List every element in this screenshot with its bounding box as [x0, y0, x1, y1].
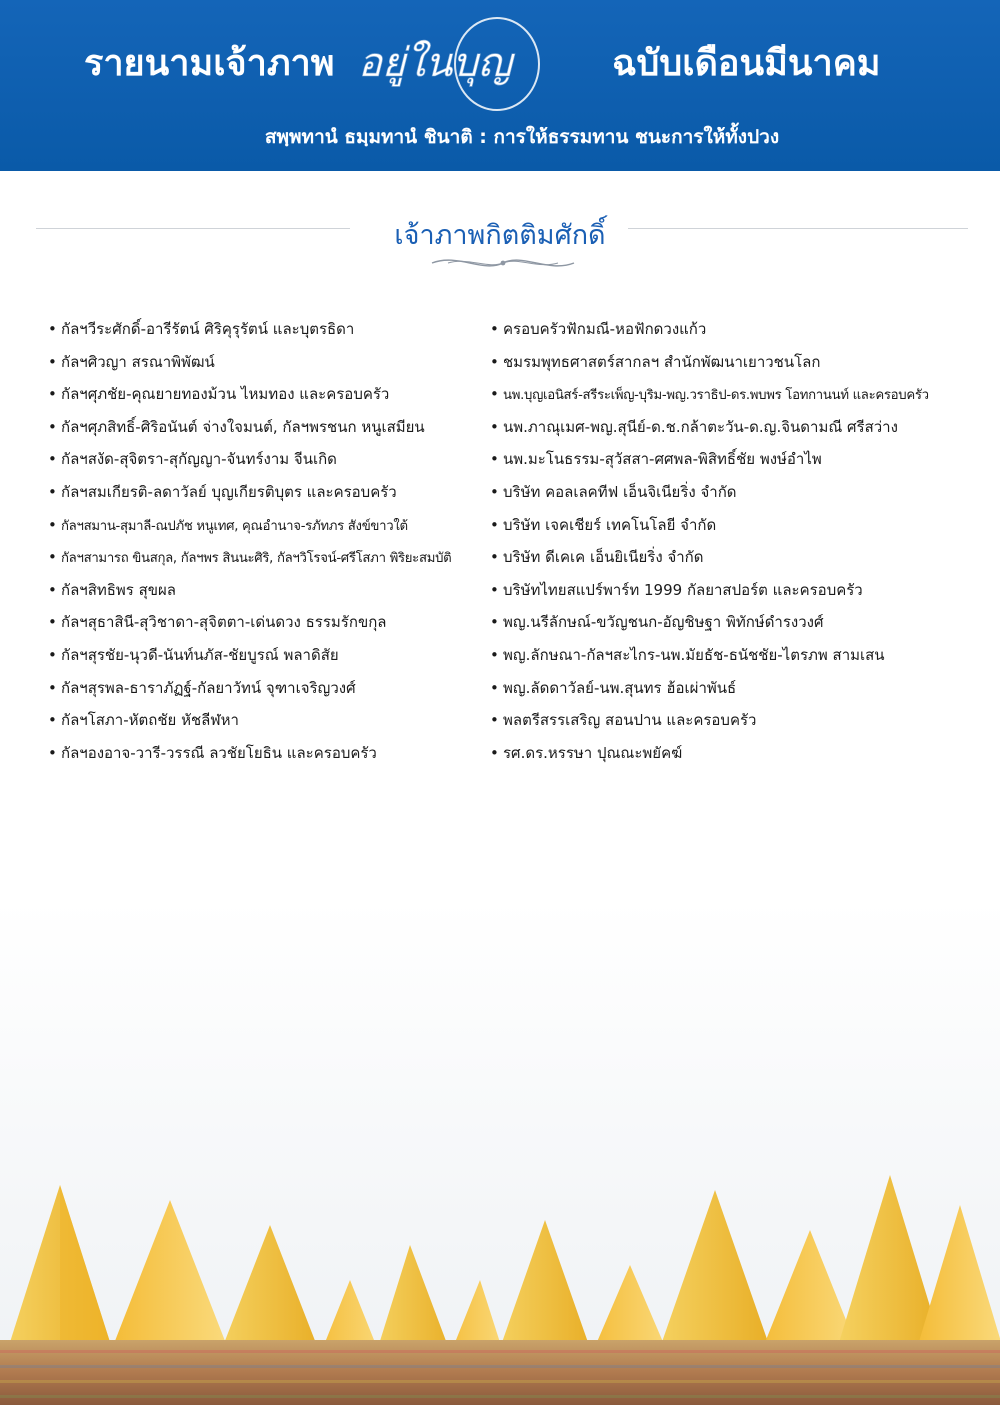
- bullet-icon: •: [490, 352, 499, 371]
- list-item: [48, 672, 498, 705]
- list-item: [490, 313, 950, 346]
- sponsor-name: กัลฯศุภสิทธิ์-ศิริอนันต์ จ่างใจมนต์, กัลฯพรชนก หนูเสมียน: [61, 417, 425, 436]
- bullet-icon: •: [48, 417, 57, 436]
- sponsor-name: กัลฯสมาน-สุมาลี-ณปภัช หนูเทศ, คุณอำนาจ-รภัทภร สังข์ขาวใต้: [61, 518, 408, 534]
- list-item: [48, 378, 498, 411]
- list-item: [490, 704, 950, 737]
- bullet-icon: •: [490, 450, 499, 469]
- bullet-icon: •: [490, 711, 499, 730]
- sponsor-name: บริษัท คอลเลคทีฟ เอ็นจิเนียริ่ง จำกัด: [503, 482, 737, 501]
- sponsor-name: ชมรมพุทธศาสตร์สากลฯ สำนักพัฒนาเยาวชนโลก: [503, 352, 821, 371]
- list-item: [490, 639, 950, 672]
- page-title: รายนามเจ้าภาพ: [84, 43, 335, 84]
- sponsor-name: พญ.นรีลักษณ์-ขวัญชนก-อัญชิษฐา พิทักษ์ดำรงวงศ์: [503, 613, 824, 632]
- list-item: [490, 574, 950, 607]
- list-item: [48, 509, 498, 542]
- issue-title: ฉบับเดือนมีนาคม: [612, 43, 881, 84]
- list-item: [490, 737, 950, 770]
- list-item: [490, 672, 950, 705]
- bullet-icon: •: [48, 743, 57, 762]
- sponsor-list-right: [490, 313, 950, 769]
- sponsor-name: กัลฯโสภา-หัตถชัย หัชลีฬหา: [61, 711, 239, 730]
- bullet-icon: •: [490, 645, 499, 664]
- bullet-icon: •: [490, 417, 499, 436]
- sponsor-name: พลตรีสรรเสริญ สอนปาน และครอบครัว: [503, 711, 757, 730]
- list-item: [48, 574, 498, 607]
- logo-lettering: อยู่ในบุญ: [358, 40, 512, 86]
- bullet-icon: •: [48, 548, 57, 567]
- bullet-icon: •: [490, 385, 499, 404]
- bullet-icon: •: [48, 385, 57, 404]
- sponsor-name: รศ.ดร.หรรษา ปุณณะพยัคฆ์: [503, 743, 683, 762]
- list-item: [490, 443, 950, 476]
- list-item: [48, 443, 498, 476]
- sponsor-name: กัลฯสุธาสินี-สุวิชาดา-สุจิตตา-เด่นดวง ธรรมรักขกุล: [61, 613, 387, 632]
- bullet-icon: •: [490, 320, 499, 338]
- sponsor-name: กัลฯวีระศักดิ์-อารีรัตน์ ศิริคุรุรัตน์ และบุตรธิดา: [61, 320, 355, 338]
- list-item: [490, 378, 950, 411]
- sponsor-name: กัลฯองอาจ-วารี-วรรณี ลวชัยโยธิน และครอบครัว: [61, 743, 377, 762]
- list-item: [490, 411, 950, 444]
- sponsor-name: กัลฯสามารถ ขินสกุล, กัลฯพร สินนะศิริ, กัลฯวิโรจน์-ศรีโสภา พิริยะสมบัติ: [61, 551, 452, 567]
- magazine-logo: [350, 14, 570, 114]
- list-item: [48, 476, 498, 509]
- bullet-icon: •: [490, 743, 499, 762]
- list-item: [490, 476, 950, 509]
- bullet-icon: •: [48, 320, 57, 338]
- list-item: [490, 509, 950, 542]
- sponsor-list-left: [48, 313, 498, 769]
- sponsor-name: กัลฯสมเกียรติ-ลดาวัลย์ บุญเกียรติบุตร และครอบครัว: [61, 482, 397, 501]
- page-subtitle: สพฺพทานํ ธมฺมทานํ ชินาติ : การให้ธรรมทาน ชนะการให้ทั้งปวง: [264, 126, 780, 148]
- sponsor-name: กัลฯสุรชัย-นุวดี-นันท์นภัส-ชัยบูรณ์ พลาดิสัย: [61, 645, 339, 664]
- list-item: [48, 411, 498, 444]
- bullet-icon: •: [490, 482, 499, 501]
- list-item: [490, 606, 950, 639]
- bullet-icon: •: [48, 352, 57, 371]
- bullet-icon: •: [48, 678, 57, 697]
- list-item: [48, 737, 498, 770]
- list-item: [48, 541, 498, 574]
- sponsor-name: กัลฯสงัด-สุจิตรา-สุกัญญา-จันทร์งาม จีนเกิด: [61, 450, 337, 469]
- sponsor-name: บริษัทไทยสแปร์พาร์ท 1999 กัลยาสปอร์ต และครอบครัว: [503, 580, 863, 599]
- bullet-icon: •: [48, 482, 57, 501]
- sponsor-name: นพ.บุญเอนิสร์-สรีระเพ็ญ-บุริม-พญ.วราธิป-ดร.พบพร โอทกานนท์ และครอบครัว: [503, 388, 929, 404]
- sponsor-name: พญ.ลักษณา-กัลฯสะไกร-นพ.มัยธัช-ธนัชชัย-ไตรภพ สามเสน: [503, 645, 885, 664]
- sponsor-name: นพ.ภาณุเมศ-พญ.สุนีย์-ด.ช.กล้าตะวัน-ด.ญ.จินดามณี ศรีสว่าง: [503, 417, 898, 436]
- sponsor-name: กัลฯศิวญา สรณาพิพัฒน์: [61, 352, 215, 371]
- bullet-icon: •: [48, 580, 57, 599]
- bullet-icon: •: [48, 711, 57, 730]
- section-title: เจ้าภาพกิตติมศักดิ์: [394, 220, 606, 251]
- sponsor-name: พญ.ลัดดาวัลย์-นพ.สุนทร ฮ้อเผ่าพันธ์: [503, 678, 737, 697]
- list-item: [48, 606, 498, 639]
- bullet-icon: •: [490, 548, 499, 567]
- header-banner: [0, 0, 1000, 171]
- sponsor-name: บริษัท เจคเชียร์ เทคโนโลยี จำกัด: [503, 515, 717, 534]
- list-item: [48, 313, 498, 346]
- bullet-icon: •: [490, 515, 499, 534]
- bullet-icon: •: [490, 678, 499, 697]
- list-item: [490, 541, 950, 574]
- ornament-icon: [428, 253, 578, 273]
- sponsor-name: ครอบครัวฟักมณี-หอฟักดวงแก้ว: [503, 320, 707, 338]
- golden-pagodas-illustration: [0, 900, 1000, 1405]
- sponsor-name: กัลฯศุภชัย-คุณยายทองม้วน ไหมทอง และครอบครัว: [61, 385, 390, 404]
- bullet-icon: •: [48, 613, 57, 632]
- sponsor-name: กัลฯสุรพล-ธาราภัฏฐ์-กัลยาวัทน์ จุฑาเจริญวงศ์: [61, 678, 356, 697]
- bullet-icon: •: [48, 645, 57, 664]
- sponsor-name: กัลฯสิทธิพร สุขผล: [61, 580, 176, 599]
- sponsor-name: บริษัท ดีเคเค เอ็นยิเนียริ่ง จำกัด: [503, 548, 704, 567]
- bullet-icon: •: [48, 515, 57, 534]
- list-item: [48, 704, 498, 737]
- bullet-icon: •: [490, 613, 499, 632]
- list-item: [48, 346, 498, 379]
- list-item: [490, 346, 950, 379]
- list-item: [48, 639, 498, 672]
- bullet-icon: •: [48, 450, 57, 469]
- sponsor-name: นพ.มะโนธรรม-สุวัสสา-ศศพล-พิสิทธิ์ชัย พงษ์อำไพ: [503, 450, 822, 469]
- bullet-icon: •: [490, 580, 499, 599]
